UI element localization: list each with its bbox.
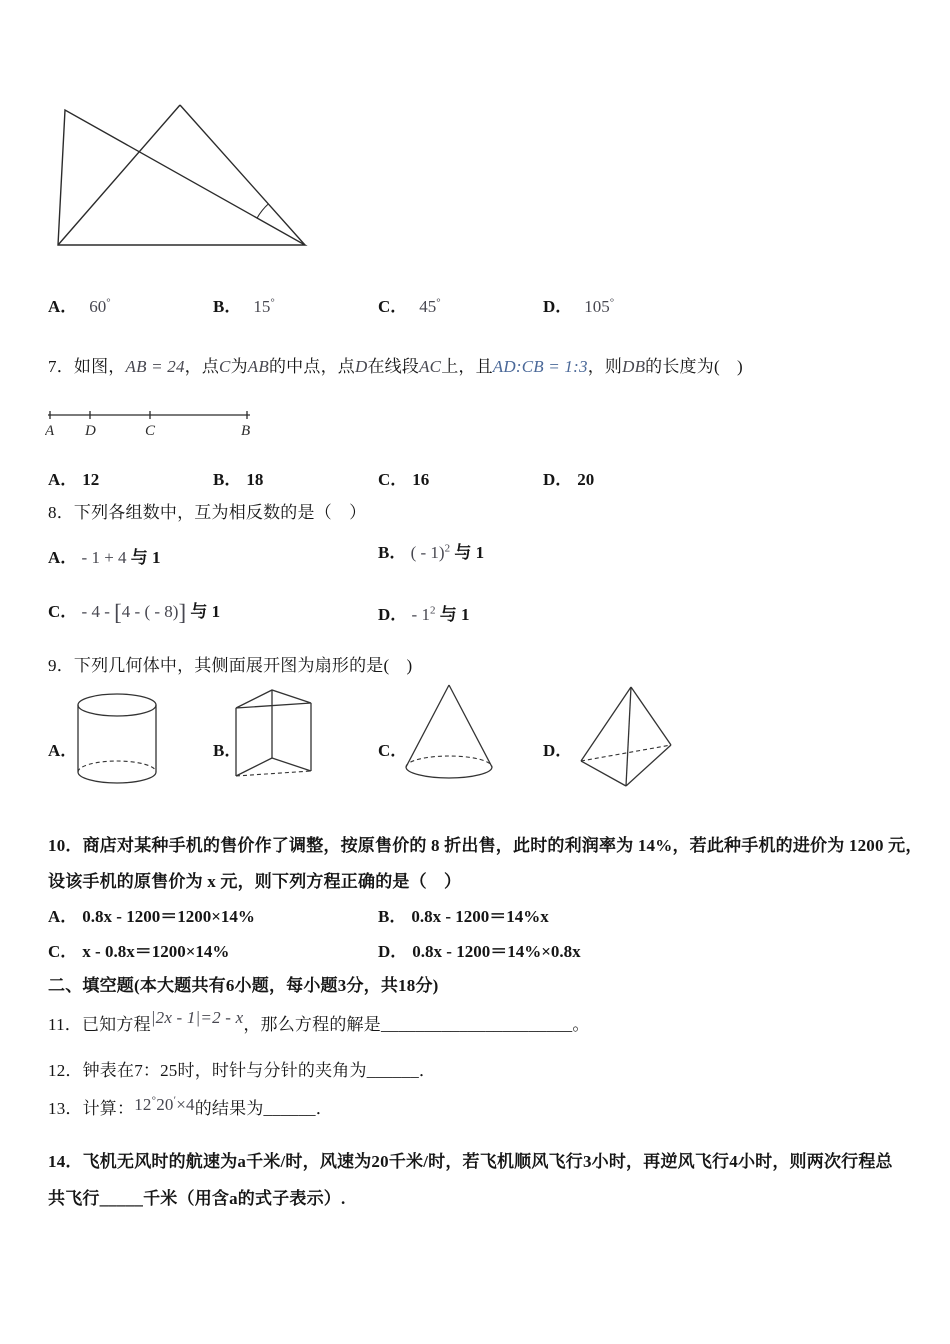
- q8-option-b: [378, 538, 484, 563]
- cone-figure: [403, 682, 495, 782]
- math-part: ×4: [176, 1095, 195, 1114]
- prime-symbol: ′: [173, 1094, 177, 1107]
- left-bracket: [: [114, 600, 122, 625]
- answer-blank: ______: [366, 1061, 419, 1080]
- triangle-figure-svg: [50, 95, 315, 255]
- q11-text: [48, 1008, 590, 1035]
- q9-option-a-label: A．: [48, 741, 78, 760]
- q9-text: 9．下列几何体中，其侧面展开图为扇形的是( ): [48, 656, 413, 675]
- option-suffix: 与 1: [190, 602, 221, 621]
- option-suffix: 与 1: [439, 605, 470, 624]
- option-label: C．: [48, 602, 78, 621]
- q10-text-line2: 设该手机的原售价为 x 元，则下列方程正确的是（ ）: [48, 872, 462, 891]
- q14-text-line1: 14．飞机无风时的航速为a千米/时，风速为20千米/时，若飞机顺风飞行3小时，再逆风飞行4小时，则两次行程总: [48, 1152, 893, 1171]
- q7-option-a: [48, 465, 99, 490]
- option-value: x - 0.8x＝1200×14%: [82, 942, 230, 961]
- triangle-figure: [50, 95, 315, 255]
- option-value: 18: [246, 470, 264, 489]
- option-label: A．: [48, 470, 78, 489]
- degree-symbol: °: [151, 1094, 157, 1107]
- option-label: D．: [378, 605, 408, 624]
- q9-option-b-label: B．: [213, 741, 242, 760]
- text-part: ，点: [184, 357, 220, 376]
- segment-figure: [45, 402, 260, 440]
- q10-option-b: [378, 902, 549, 927]
- text-part: 为: [230, 357, 248, 376]
- degree-symbol: °: [270, 296, 275, 309]
- q10-option-d: [378, 937, 581, 962]
- option-label: D．: [543, 297, 573, 316]
- math-part: D: [354, 357, 368, 376]
- option-suffix: 与 1: [454, 543, 485, 562]
- math-expression: [134, 1095, 195, 1114]
- q9-option-c-label: C．: [378, 741, 408, 760]
- text-part: ，那么方程的解是: [243, 1015, 381, 1034]
- q10-text-line1: 10．商店对某种手机的售价作了调整，按原售价的 8 折出售，此时的利润率为 14%，若此种手机的进价为 1200 元，: [48, 836, 923, 855]
- q6-option-c: [378, 292, 441, 317]
- math-expression: [81, 600, 187, 625]
- option-suffix: 与 1: [130, 548, 161, 567]
- math-part: - 4 -: [81, 602, 115, 621]
- text-part: ，则: [587, 357, 623, 376]
- q12-text: [48, 1056, 436, 1081]
- option-label: A．: [48, 907, 78, 926]
- text-part: 13．计算：: [48, 1099, 135, 1118]
- q6-option-d: [543, 292, 614, 317]
- math-expression: - 1 + 4: [81, 548, 127, 567]
- q8-text: 8．下列各组数中，互为相反数的是（ ）: [48, 503, 367, 522]
- math-expression: [412, 605, 436, 624]
- q6-option-a: [48, 292, 111, 317]
- option-value: 12: [82, 470, 100, 489]
- math-base: - 1: [411, 605, 430, 624]
- text-part: ．: [418, 1061, 437, 1080]
- degree-symbol: °: [106, 296, 111, 309]
- point-label-b: B: [241, 423, 251, 439]
- option-label: D．: [543, 470, 573, 489]
- point-label-c: C: [145, 423, 156, 439]
- text-part: 7．如图，: [48, 357, 126, 376]
- segment-figure-svg: [45, 402, 260, 440]
- angle-value: 45: [419, 297, 437, 316]
- text-part: 在线段: [367, 357, 420, 376]
- option-value: 16: [412, 470, 430, 489]
- answer-blank: ______: [263, 1099, 316, 1118]
- text-part: 的长度为( ): [645, 357, 743, 376]
- math-part: AC: [419, 357, 442, 376]
- q7-text: [48, 352, 743, 377]
- answer-blank: ______________________: [380, 1015, 573, 1034]
- math-part: 20: [156, 1095, 174, 1114]
- text-part: 。: [572, 1015, 590, 1034]
- text-part: ．: [315, 1099, 333, 1118]
- text-part: 的结果为: [194, 1099, 264, 1118]
- answer-blank: _____: [99, 1189, 144, 1208]
- exponent: 2: [429, 604, 436, 617]
- angle-value: 60: [89, 297, 107, 316]
- option-label: C．: [48, 942, 78, 961]
- section2-header: 二、填空题(本大题共有6小题，每小题3分，共18分): [48, 976, 439, 995]
- option-label: D．: [378, 942, 408, 961]
- math-expression: [411, 543, 450, 562]
- option-value: 0.8x - 1200＝14%×0.8x: [412, 942, 581, 961]
- option-value: [419, 297, 440, 316]
- math-base: ( - 1): [410, 543, 445, 562]
- text-part: 的中点，点: [268, 357, 355, 376]
- degree-symbol: °: [609, 296, 615, 309]
- q7-option-d: [543, 465, 594, 490]
- angle-value: 15: [253, 297, 271, 316]
- q10-option-c: [48, 937, 229, 962]
- q9-option-d-label: D．: [543, 741, 573, 760]
- text-part: 共飞行: [48, 1189, 100, 1208]
- q7-option-b: [213, 465, 263, 490]
- exponent: 2: [444, 542, 451, 555]
- pyramid-figure: [578, 684, 674, 792]
- math-part: AB = 24: [125, 357, 185, 376]
- q8-option-a: [48, 543, 161, 568]
- degree-symbol: °: [436, 296, 441, 309]
- text-part: 上，且: [441, 357, 493, 376]
- math-part: DB: [622, 357, 646, 376]
- math-expression: |2x - 1|=2 - x: [150, 1008, 244, 1027]
- text-part: 12．钟表在7：25时，时针与分针的夹角为: [48, 1061, 367, 1080]
- option-value: [89, 297, 110, 316]
- right-bracket: ]: [178, 600, 187, 625]
- math-part: AB: [247, 357, 269, 376]
- triangular-prism-figure: [233, 686, 315, 784]
- text-part: 千米（用含a的式子表示）.: [143, 1189, 346, 1208]
- option-label: B．: [213, 470, 242, 489]
- q14-text-line2: [48, 1184, 345, 1209]
- text-part: 11．已知方程: [48, 1015, 151, 1034]
- option-value: 0.8x - 1200＝14%x: [411, 907, 549, 926]
- option-label: B．: [213, 297, 242, 316]
- option-label: A．: [48, 297, 78, 316]
- option-label: A．: [48, 548, 78, 567]
- point-label-d: D: [85, 423, 96, 439]
- cylinder-figure: [75, 692, 159, 786]
- math-part: 4 - ( - 8): [121, 602, 179, 621]
- angle-value: 105: [584, 297, 610, 316]
- math-part: AD:CB = 1:3: [492, 357, 588, 376]
- option-value: [253, 297, 274, 316]
- option-value: 0.8x - 1200＝1200×14%: [82, 907, 255, 926]
- option-value: [584, 297, 614, 316]
- option-value: 20: [577, 470, 595, 489]
- point-label-a: A: [45, 423, 55, 439]
- math-part: C: [219, 357, 231, 376]
- option-label: C．: [378, 470, 408, 489]
- q10-option-a: [48, 902, 255, 927]
- q13-text: [48, 1094, 333, 1119]
- q8-option-d: [378, 600, 469, 625]
- option-label: C．: [378, 297, 408, 316]
- math-part: 12: [134, 1095, 152, 1114]
- q8-option-c: [48, 597, 220, 626]
- q7-option-c: [378, 465, 429, 490]
- option-label: B．: [378, 543, 407, 562]
- q6-option-b: [213, 292, 275, 317]
- option-label: B．: [378, 907, 407, 926]
